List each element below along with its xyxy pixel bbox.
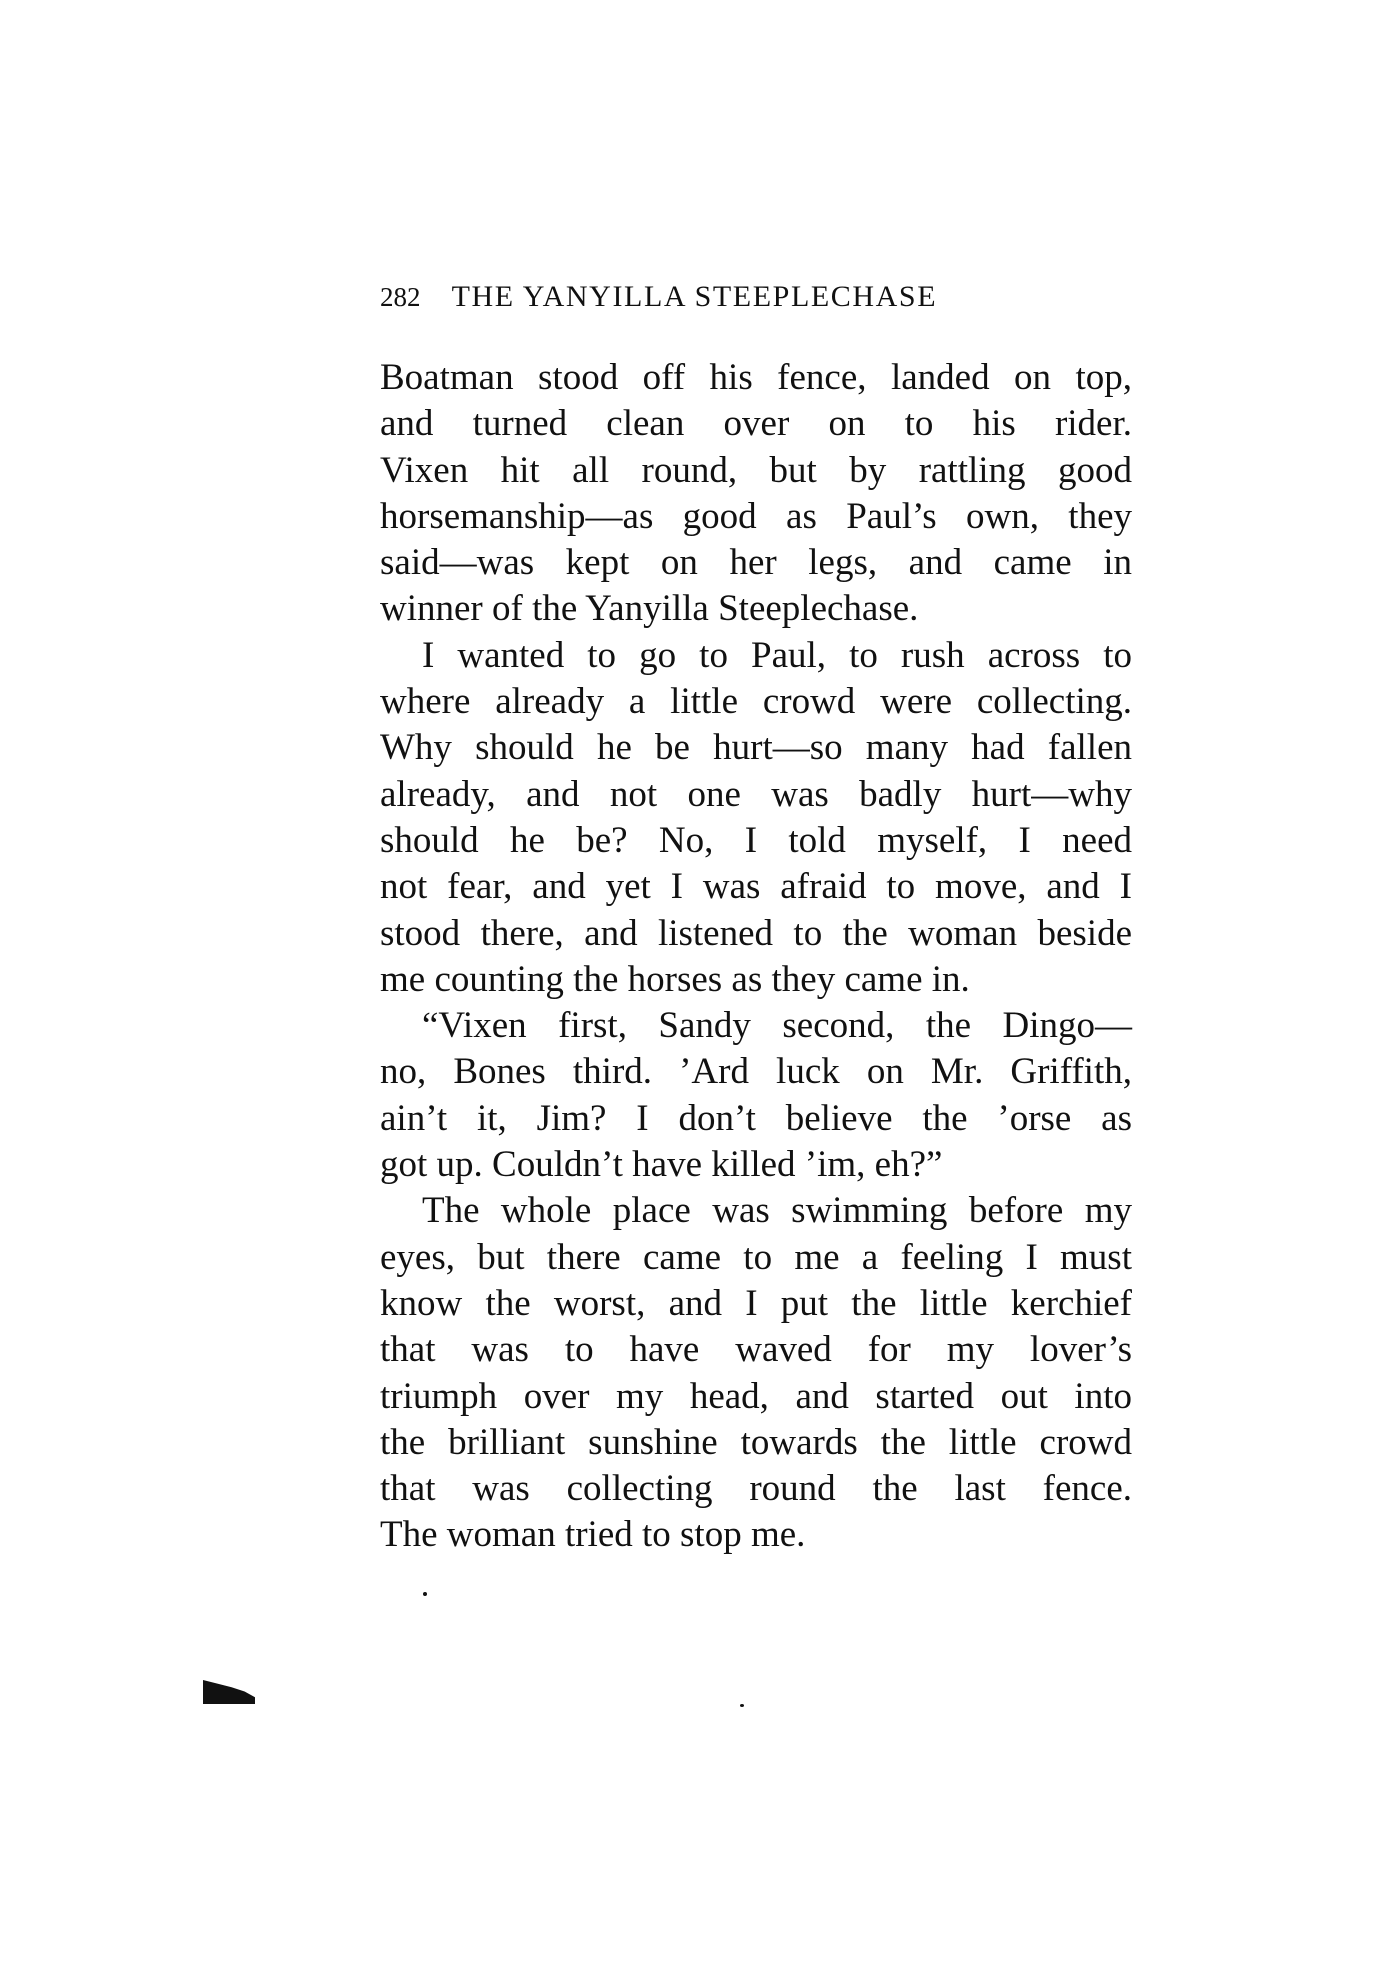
ink-blot xyxy=(203,1680,255,1704)
text-line: that was collecting round the last fence. xyxy=(380,1468,1132,1510)
text-line: not fear, and yet I was afraid to move, and I xyxy=(380,866,1132,908)
text-line: winner of the Yanyilla Steeplechase. xyxy=(380,588,919,630)
text-line: where already a little crowd were collecting. xyxy=(380,681,1132,723)
paragraph xyxy=(380,1188,1132,1558)
body-text xyxy=(380,355,1132,1559)
text-line: Vixen hit all round, but by rattling good xyxy=(380,449,1132,491)
text-line: me counting the horses as they came in. xyxy=(380,958,970,1000)
text-line: Boatman stood off his fence, landed on top, xyxy=(380,357,1132,398)
text-line: “Vixen first, Sandy second, the Dingo— xyxy=(422,1005,1132,1047)
text-line: said—was kept on her legs, and came in xyxy=(380,542,1132,584)
text-line: the brilliant sunshine towards the little crowd xyxy=(380,1421,1132,1463)
text-line: already, and not one was badly hurt—why xyxy=(380,773,1132,815)
ink-speck xyxy=(423,1592,427,1596)
text-line: Why should he be hurt—so many had fallen xyxy=(380,727,1132,769)
paragraph xyxy=(380,633,1132,1003)
text-line: know the worst, and I put the little kerchief xyxy=(380,1282,1132,1324)
text-line: The woman tried to stop me. xyxy=(380,1514,806,1556)
text-line: that was to have waved for my lover’s xyxy=(380,1329,1132,1371)
page-header xyxy=(380,280,1140,320)
text-line: stood there, and listened to the woman beside xyxy=(380,912,1132,954)
running-title: THE YANYILLA STEEPLECHASE xyxy=(451,280,938,313)
text-line: no, Bones third. ’Ard luck on Mr. Griffith, xyxy=(380,1051,1132,1093)
text-line: should he be? No, I told myself, I need xyxy=(380,819,1132,861)
text-line: I wanted to go to Paul, to rush across to xyxy=(422,634,1132,676)
paragraph xyxy=(380,1003,1132,1188)
text-line: ain’t it, Jim? I don’t believe the ’orse as xyxy=(380,1097,1132,1139)
text-line: got up. Couldn’t have killed ’im, eh?” xyxy=(380,1144,943,1186)
paragraph xyxy=(380,355,1132,633)
text-line: eyes, but there came to me a feeling I must xyxy=(380,1236,1132,1278)
text-line: horsemanship—as good as Paul’s own, they xyxy=(380,495,1132,537)
page-number: 282 xyxy=(380,282,421,312)
ink-speck xyxy=(740,1704,744,1707)
text-line: triumph over my head, and started out into xyxy=(380,1375,1132,1417)
text-line: The whole place was swimming before my xyxy=(422,1190,1132,1232)
text-line: and turned clean over on to his rider. xyxy=(380,403,1132,445)
